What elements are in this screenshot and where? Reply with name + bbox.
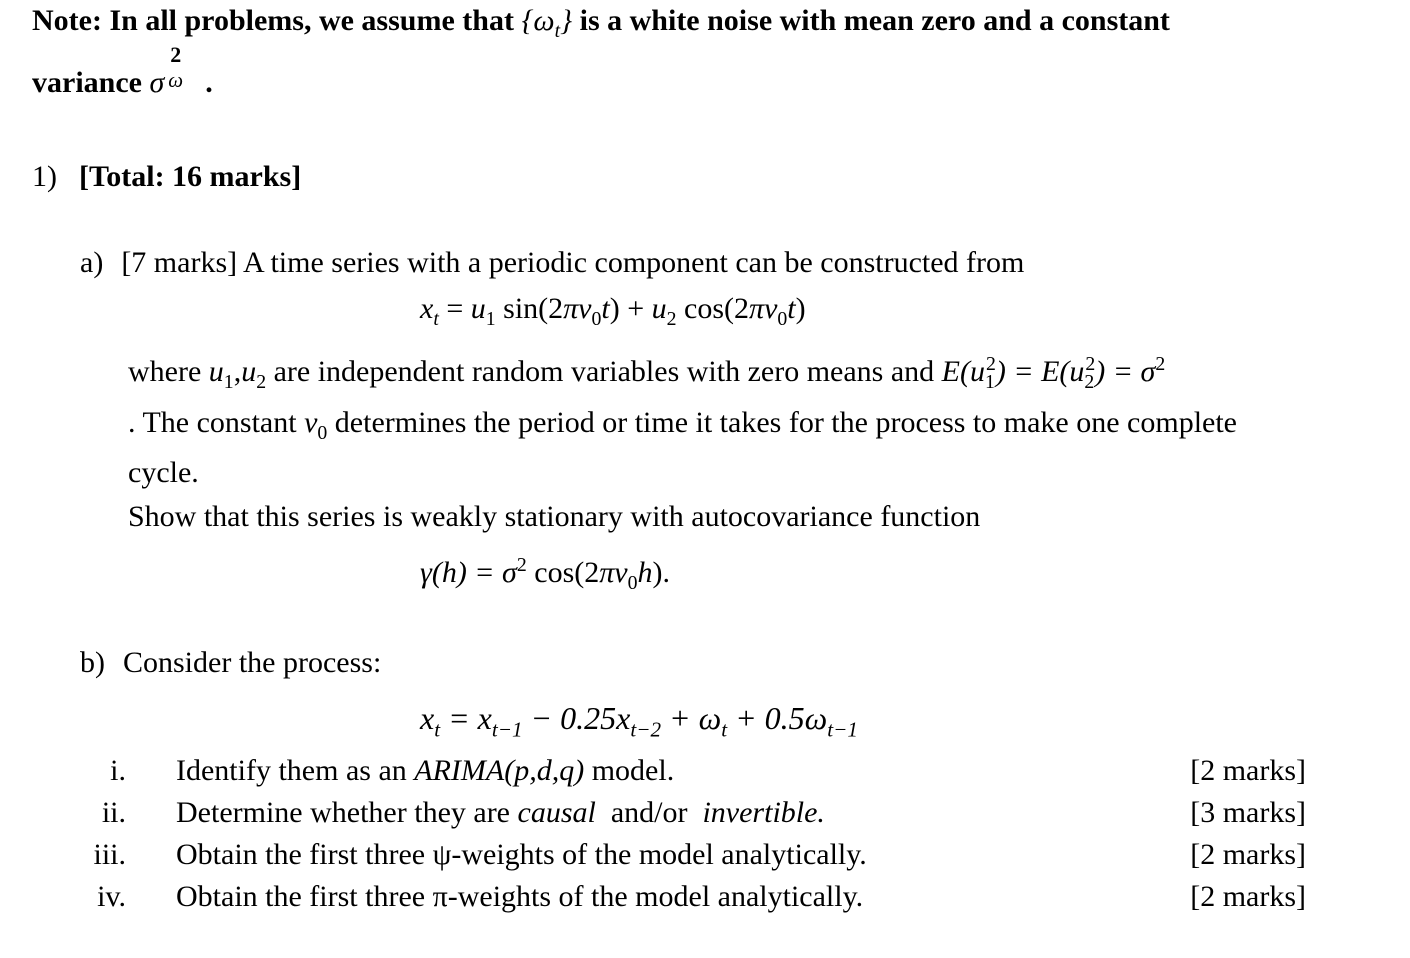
- autocovariance-equation: $\gamma(h) = \sigma^2$ $\cos(2\pi\nu_0h)$.: [420, 554, 670, 594]
- item-iii-text: Obtain the first three ψ-weights of the model analytically.: [176, 838, 867, 871]
- note-period: .: [205, 66, 213, 99]
- omega-set: $\{\omega_t\}$: [521, 4, 573, 42]
- part-a-cycle-line: cycle.: [128, 456, 199, 489]
- item-iii-marks: [2 marks]: [1190, 838, 1306, 871]
- part-a-intro: [80, 246, 1024, 280]
- item-i-text: Identify them as an ARIMA(p,d,q) model.: [176, 754, 675, 787]
- part-b-text: Consider the process:: [123, 646, 382, 679]
- sigma-omega-squared: σ 2 ω: [149, 42, 184, 99]
- problem-title: [Total: 16 marks]: [79, 160, 302, 193]
- note-line-2: [32, 42, 213, 100]
- part-a-equation: $x_t = u_1$ $\sin(2\pi\nu_0t) + u_2$ $\cos(2\pi\nu_0t)$: [420, 292, 806, 330]
- part-a-text: [7 marks] A time series with a periodic component can be constructed from: [121, 246, 1025, 279]
- part-b-equation: $x_t = x_{t-1} - 0.25x_{t-2} + \omega_t + 0.5\omega_{t-1}$: [420, 700, 858, 742]
- item-i-marks: [2 marks]: [1190, 754, 1306, 787]
- item-ii-number: ii.: [101, 796, 126, 829]
- part-b-intro: [80, 646, 381, 680]
- problem-1-heading: [32, 160, 301, 194]
- part-a-where-line: where $u_1,u_2$ are independent random variables with zero means and $E(u_1^2) = E(u_2^2) = \sigma^2$: [128, 353, 1166, 393]
- note-text: Note: In all problems, we assume that: [32, 4, 522, 37]
- item-iv-text: Obtain the first three π-weights of the model analytically.: [176, 880, 864, 913]
- item-iv-number: iv.: [97, 880, 126, 913]
- item-ii-text: Determine whether they are causal and/or invertible.: [176, 796, 825, 829]
- item-i-number: i.: [110, 754, 126, 787]
- note-line-1: [32, 4, 1170, 42]
- part-a-show-line: Show that this series is weakly stationary with autocovariance function: [128, 500, 981, 533]
- problem-number: 1): [32, 160, 57, 193]
- item-ii-marks: [3 marks]: [1190, 796, 1306, 829]
- part-a-label: a): [80, 246, 104, 279]
- item-iv-marks: [2 marks]: [1190, 880, 1306, 913]
- variance-word: variance: [32, 66, 150, 99]
- part-b-label: b): [80, 646, 105, 679]
- part-a-constant-line: . The constant $\nu_0$ determines the period or time it takes for the process to make one complete: [128, 406, 1237, 444]
- item-iii-number: iii.: [93, 838, 126, 871]
- note-text-after: is a white noise with mean zero and a constant: [572, 4, 1170, 37]
